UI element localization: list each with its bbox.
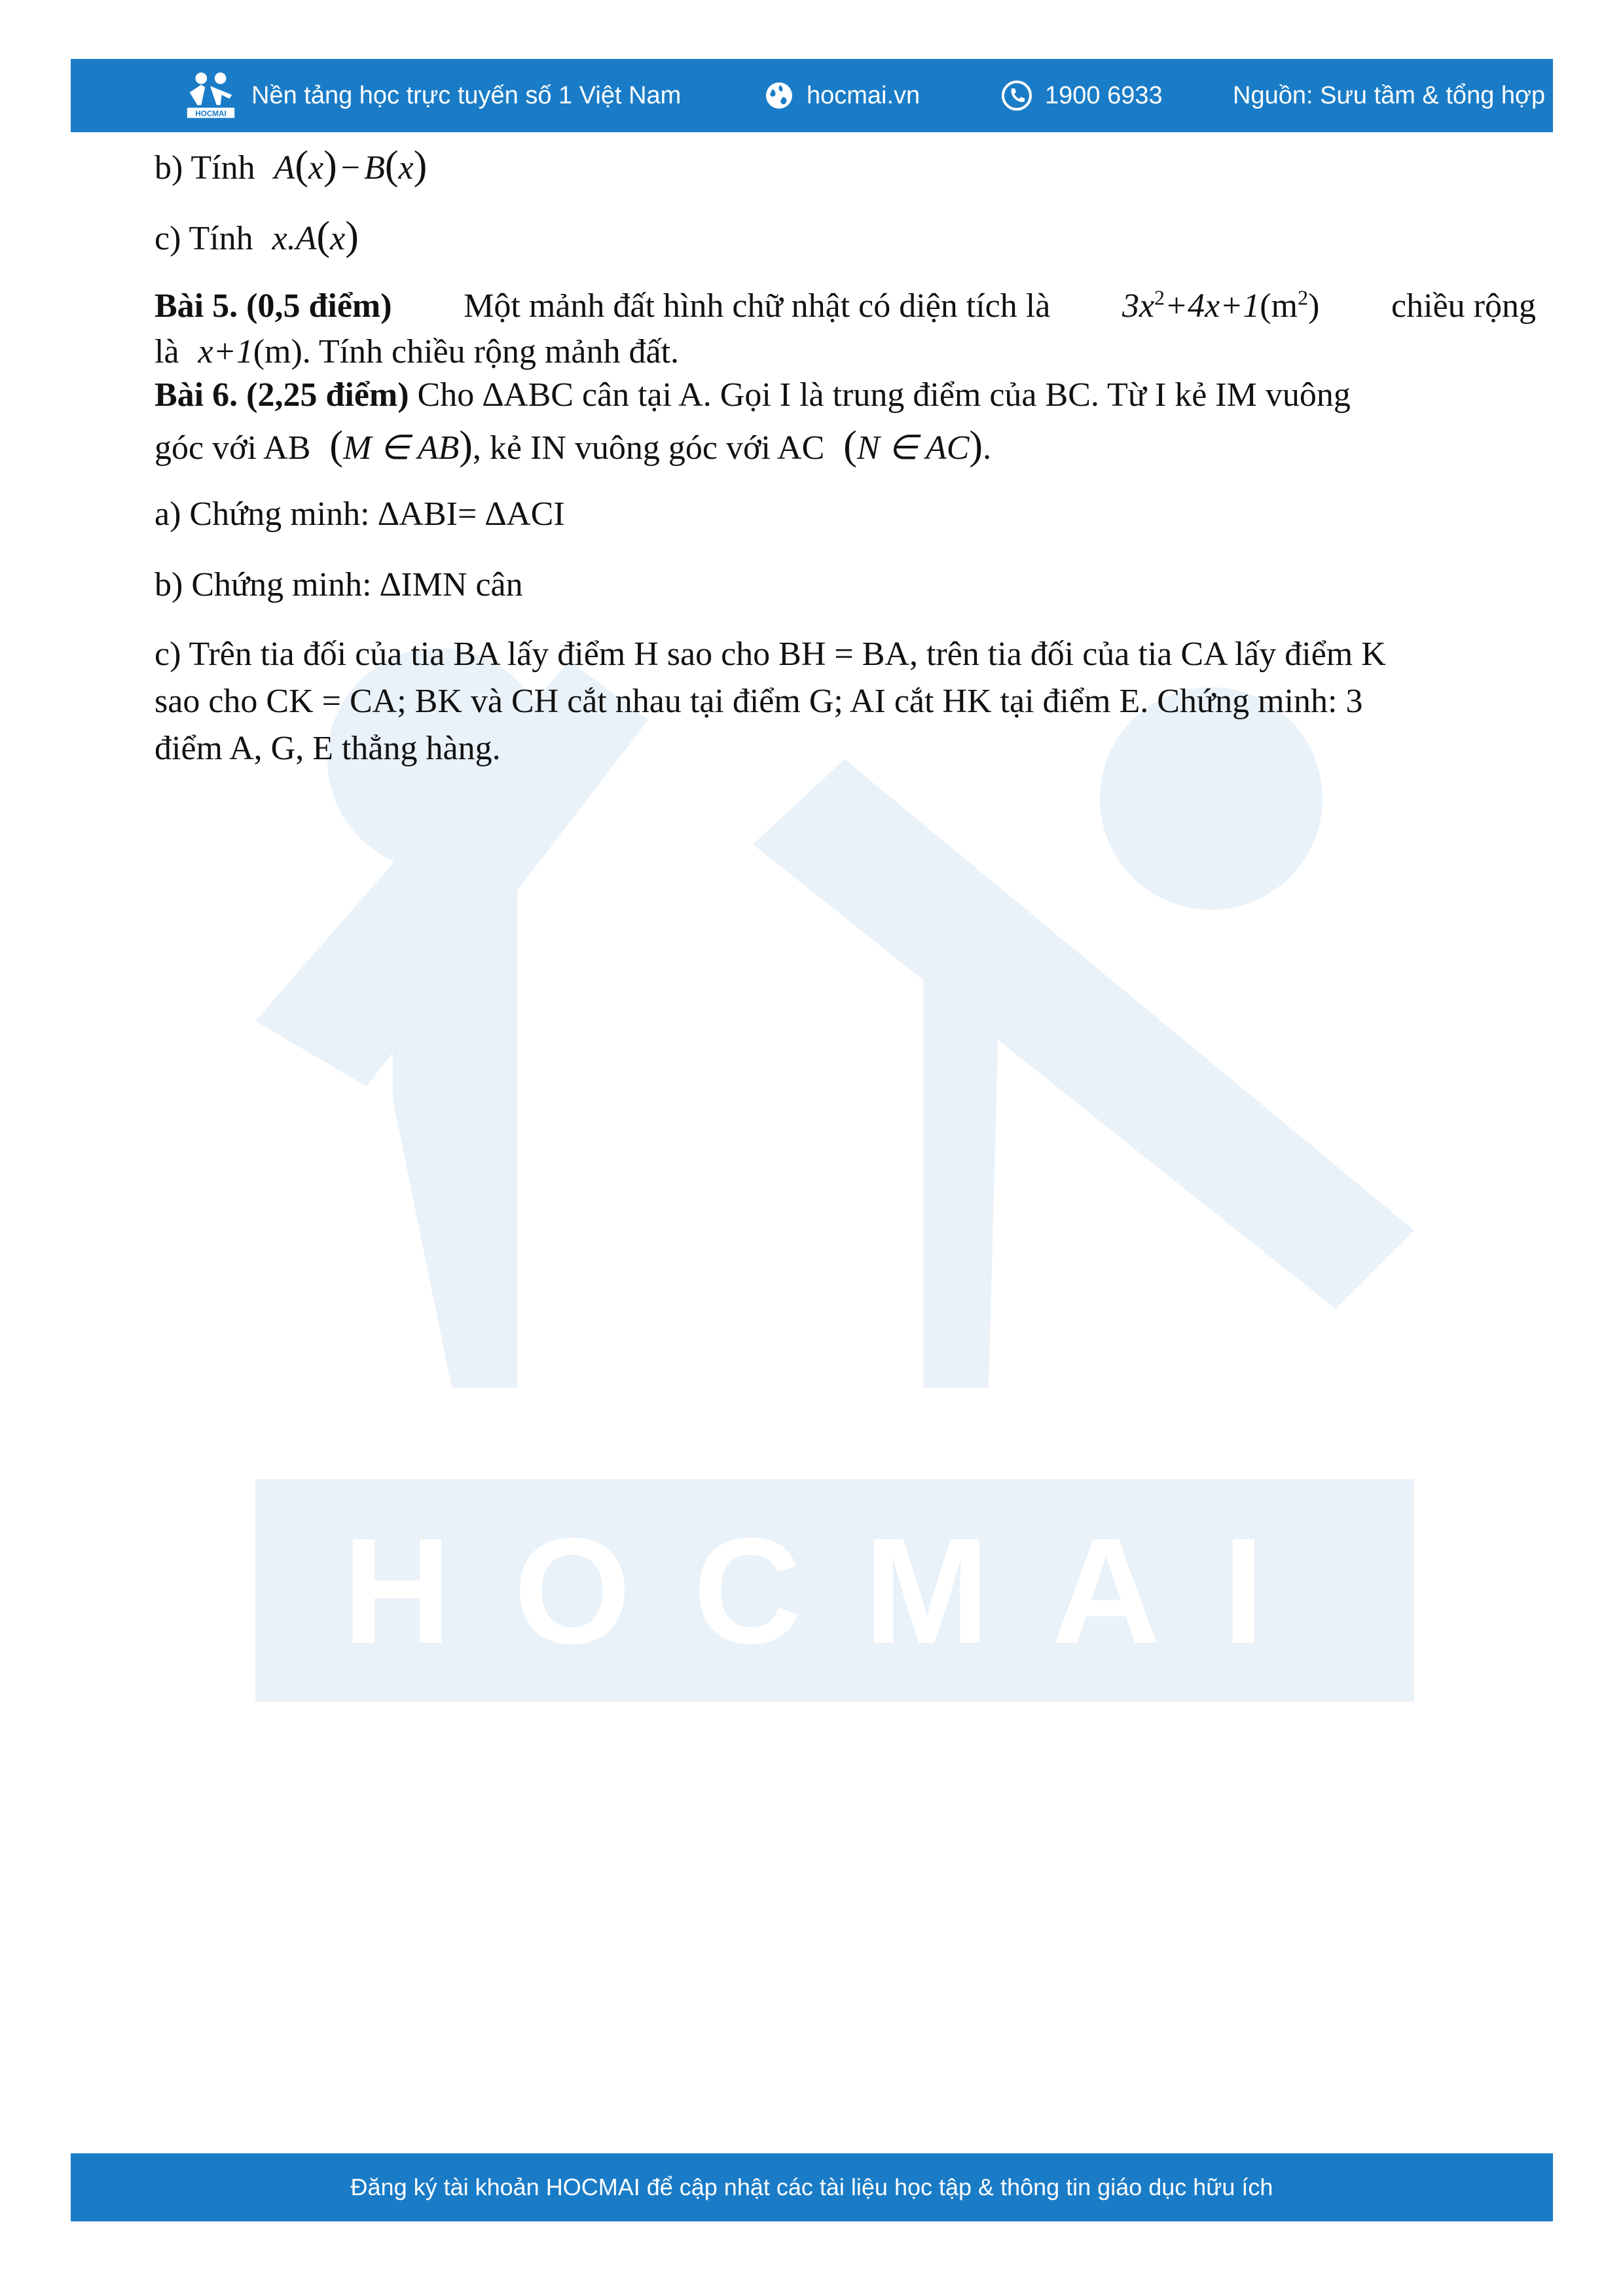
bai6-line2-b: , kẻ IN vuông góc với AC xyxy=(472,429,825,467)
bai6-line2-a: góc với AB xyxy=(155,429,311,467)
bai6-cond2: N ∈ AC xyxy=(856,429,970,467)
bai5-unit-b: ) xyxy=(1308,287,1320,325)
bai5-line2-expr: x+1 xyxy=(198,333,253,370)
bai5-line2-text: (m). Tính chiều rộng mảnh đất. xyxy=(253,333,680,370)
bai6-part-b: b) Chứng minh: ∆IMN cân xyxy=(155,566,523,603)
q4c-expr-x: x xyxy=(330,220,346,257)
bai6-part-c2: sao cho CK = CA; BK và CH cắt nhau tại điểm G; AI cắt HK tại điểm E. Chứng minh: 3 xyxy=(155,683,1363,720)
phone-icon xyxy=(1000,79,1033,112)
bai5-title: Bài 5. (0,5 điểm) xyxy=(155,287,392,325)
q4c-line: c) Tính x.A(x) xyxy=(155,214,359,259)
bai5-poly-b: +4x+1 xyxy=(1165,287,1260,325)
bai5-poly-exp: 2 xyxy=(1154,285,1165,310)
bai6-cond1: M ∈ AB xyxy=(343,429,460,467)
logo-text: HOCMAI xyxy=(195,109,227,118)
q4b-minus: − xyxy=(340,149,361,187)
bai6-title: Bài 6. (2,25 điểm) xyxy=(155,376,409,414)
header-website-link[interactable]: hocmai.vn xyxy=(807,81,921,109)
q4c-expr: x.A xyxy=(272,220,317,257)
bai6-text1: Cho ∆ABC cân tại A. Gọi I là trung điểm của BC. Từ I kẻ IM vuông xyxy=(417,376,1351,414)
bai5-text2: chiều rộng xyxy=(1391,287,1536,325)
bai6-line2: góc với AB (M ∈ AB), kẻ IN vuông góc với AC (N ∈ AC). xyxy=(155,423,992,468)
q4b-expr-x2: x xyxy=(398,149,414,187)
bai5-unit-a: (m xyxy=(1260,287,1298,325)
bai6-line1 xyxy=(155,372,1351,420)
header-slogan: Nền tảng học trực tuyến số 1 Việt Nam xyxy=(251,81,682,109)
bai5-poly-a: 3x xyxy=(1122,287,1155,325)
hocmai-logo-icon xyxy=(182,67,240,124)
globe-icon xyxy=(763,80,795,111)
bai5-text1: Một mảnh đất hình chữ nhật có diện tích là xyxy=(464,287,1051,325)
header-phone[interactable]: 1900 6933 xyxy=(1045,81,1163,109)
q4b-expr-a: A xyxy=(274,149,295,187)
q4b-label: b) Tính xyxy=(155,149,255,187)
q4b-expr-x1: x xyxy=(308,149,324,187)
bai5-unit-exp: 2 xyxy=(1298,285,1309,310)
bai5-line2-pre: là xyxy=(155,333,179,370)
bai6-part-c3: điểm A, G, E thẳng hàng. xyxy=(155,730,501,767)
q4b-line: b) Tính A(x) − B(x) xyxy=(155,143,428,188)
header-source: Nguồn: Sưu tầm & tổng hợp xyxy=(1233,81,1546,109)
q4b-expr-b: B xyxy=(364,149,385,187)
bai6-part-c1: c) Trên tia đối của tia BA lấy điểm H sao cho BH = BA, trên tia đối của tia CA lấy điểm K xyxy=(155,636,1386,673)
header-bar xyxy=(71,59,1553,132)
q4c-label: c) Tính xyxy=(155,220,253,257)
bai5-line1 xyxy=(155,283,1536,331)
watermark-text: HOCMAI xyxy=(342,1507,1327,1675)
footer-register-text[interactable]: Đăng ký tài khoản HOCMAI để cập nhật các tài liệu học tập & thông tin giáo dục hữu ích xyxy=(350,2174,1273,2200)
bai6-part-a: a) Chứng minh: ∆ABI= ∆ACI xyxy=(155,495,565,533)
bai6-line2-c: . xyxy=(983,429,992,467)
footer-bar xyxy=(71,2153,1553,2221)
bai5-line2 xyxy=(155,329,679,376)
